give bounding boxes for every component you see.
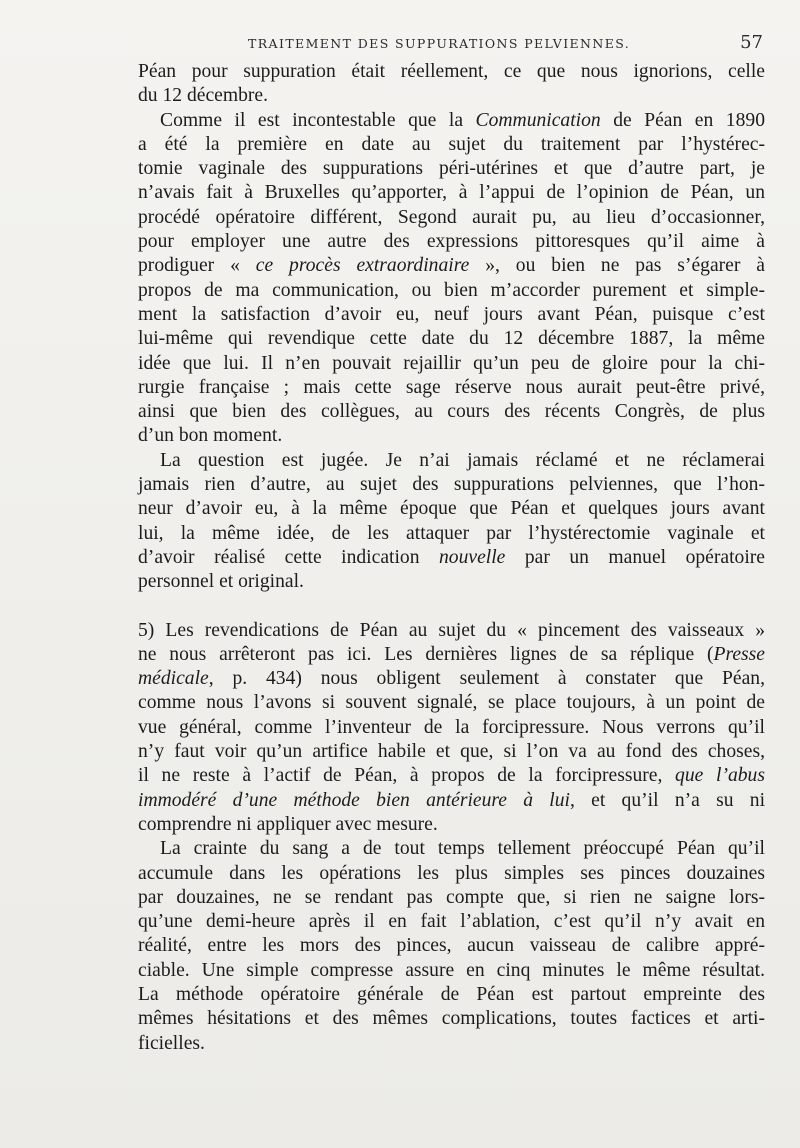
text-line (138, 303, 765, 327)
text-segment: ne nous arrêteront pas ici. Les dernières lignes de sa réplique ( (138, 643, 714, 665)
text-segment: n’avais fait à Bruxelles qu’apporter, à l’appui de l’opinion de Péan, un (138, 182, 765, 204)
text-line (138, 133, 765, 157)
text-line (138, 84, 765, 108)
text-segment: il ne reste à l’actif de Péan, à propos de la forcipressure, (138, 765, 676, 787)
text-line (138, 934, 765, 958)
text-segment: mêmes hésitations et des mêmes complications, toutes factices et arti- (138, 1008, 765, 1030)
text-line (138, 983, 765, 1007)
text-segment: La question est jugée. Je n’ai jamais réclamé et ne réclamerai (160, 449, 765, 471)
text-line (138, 449, 765, 473)
italic-segment: Communication (475, 109, 601, 131)
text-line (138, 473, 765, 497)
text-line (138, 1032, 765, 1056)
text-line (138, 206, 765, 230)
text-line (138, 181, 765, 205)
italic-segment: que l’abus (675, 765, 765, 787)
text-segment: d’un bon moment. (138, 425, 283, 447)
text-line (138, 279, 765, 303)
text-segment: ficielles. (138, 1032, 205, 1054)
text-segment: comme nous l’avons si souvent signalé, se place toujours, à un point de (138, 692, 765, 714)
text-segment: Comme il est incontestable que la (160, 109, 476, 131)
text-segment: de Péan en 1890 (600, 109, 765, 131)
text-line (138, 60, 765, 84)
italic-segment: médicale (138, 668, 209, 690)
text-segment: prodiguer « (138, 255, 256, 277)
text-line (138, 813, 765, 837)
text-segment: n’y faut voir qu’un artifice habile et que, si l’on va au fond des choses, (138, 741, 765, 763)
text-line (138, 157, 765, 181)
text-line (138, 254, 765, 278)
text-line (138, 570, 765, 594)
text-segment: La méthode opératoire générale de Péan est partout empreinte des (138, 983, 765, 1005)
text-segment: ment la satisfaction d’avoir eu, neuf jours avant Péan, puisque c’est (138, 303, 765, 325)
text-segment: a été la première en date au sujet du traitement par l’hystérec- (138, 133, 765, 155)
paragraph (138, 60, 765, 109)
text-segment: propos de ma communication, ou bien m’accorder purement et simple- (138, 279, 765, 301)
text-segment: d’avoir réalisé cette indication (138, 546, 439, 568)
text-line (138, 352, 765, 376)
text-line (138, 400, 765, 424)
text-line (138, 1007, 765, 1031)
text-line (138, 910, 765, 934)
text-segment: neur d’avoir eu, à la même époque que Péan et quelques jours avant (138, 498, 765, 520)
text-line (138, 376, 765, 400)
text-line (138, 862, 765, 886)
paragraph (138, 619, 765, 838)
text-segment: pour employer une autre des expressions pittoresques qu’il aime à (138, 231, 765, 253)
text-line (138, 959, 765, 983)
italic-segment: immodéré d’une méthode bien antérieure à lui (138, 789, 570, 811)
text-segment: La crainte du sang a de tout temps tellement préoccupé Péan qu’il (160, 838, 765, 860)
running-header (140, 34, 765, 56)
text-segment: ciable. Une simple compresse assure en cinq minutes le même résultat. (138, 959, 765, 981)
text-line (138, 546, 765, 570)
italic-segment: ce procès extraordinaire (255, 255, 470, 277)
text-segment: accumule dans les opérations les plus simples ses pinces douzaines (138, 862, 765, 884)
text-line (138, 424, 765, 448)
text-line (138, 497, 765, 521)
text-line (138, 667, 765, 691)
text-segment: Péan pour suppuration était réellement, ce que nous ignorions, celle (138, 61, 765, 82)
text-segment: réalité, entre les mors des pinces, aucun vaisseau de calibre appré- (138, 935, 765, 957)
italic-segment: Presse (713, 643, 765, 665)
text-segment: ainsi que bien des collègues, au cours des récents Congrès, de plus (138, 401, 765, 423)
text-segment: », ou bien ne pas s’égarer à (469, 255, 765, 277)
text-line (138, 837, 765, 861)
text-segment: jamais rien d’autre, au sujet des suppurations pelviennes, que l’hon- (138, 474, 765, 496)
text-segment: comprendre ni appliquer avec mesure. (138, 813, 438, 835)
text-line (138, 716, 765, 740)
text-segment: , et qu’il n’a su ni (570, 789, 766, 811)
text-segment: 5) Les revendications de Péan au sujet du « pincement des vaisseaux » (138, 619, 765, 641)
paragraph (138, 449, 765, 595)
running-title: TRAITEMENT DES SUPPURATIONS PELVIENNES. (248, 36, 631, 51)
page-number: 57 (740, 32, 763, 53)
text-segment: vue général, comme l’inventeur de la forcipressure. Nous verrons qu’il (138, 716, 765, 738)
text-segment: du 12 décembre. (138, 85, 269, 107)
text-line (138, 764, 765, 788)
text-line (138, 691, 765, 715)
text-segment: par douzaines, ne se rendant pas compte que, si rien ne saigne lors- (138, 886, 765, 908)
text-segment: lui-même qui revendique cette date du 12 décembre 1887, la même (138, 328, 765, 350)
paragraph (138, 109, 765, 449)
text-line (138, 522, 765, 546)
text-segment: personnel et original. (138, 571, 304, 593)
text-segment: par un manuel opératoire (505, 546, 765, 568)
text-segment: qu’une demi-heure après il en fait l’ablation, c’est qu’il n’y avait en (138, 911, 765, 933)
text-segment: tomie vaginale des suppurations péri-utérines et que d’autre part, je (138, 158, 765, 180)
text-line (138, 109, 765, 133)
text-segment: idée que lui. Il n’en pouvait rejaillir qu’un peu de gloire pour la chi- (138, 352, 765, 374)
text-segment: procédé opératoire différent, Segond aurait pu, au lieu d’occasionner, (138, 206, 765, 228)
text-line (138, 619, 765, 643)
body-text (138, 60, 765, 1056)
text-line (138, 886, 765, 910)
text-line (138, 230, 765, 254)
text-line (138, 789, 765, 813)
text-segment: , p. 434) nous obligent seulement à constater que Péan, (208, 668, 765, 690)
text-line (138, 327, 765, 351)
text-segment: rurgie française ; mais cette sage réserve nous aurait peut-être privé, (138, 376, 765, 398)
text-segment: lui, la même idée, de les attaquer par l’hystérectomie vaginale et (138, 522, 765, 544)
paragraph (138, 837, 765, 1056)
text-line (138, 643, 765, 667)
italic-segment: nouvelle (438, 546, 506, 568)
text-line (138, 740, 765, 764)
section-gap (138, 595, 765, 619)
